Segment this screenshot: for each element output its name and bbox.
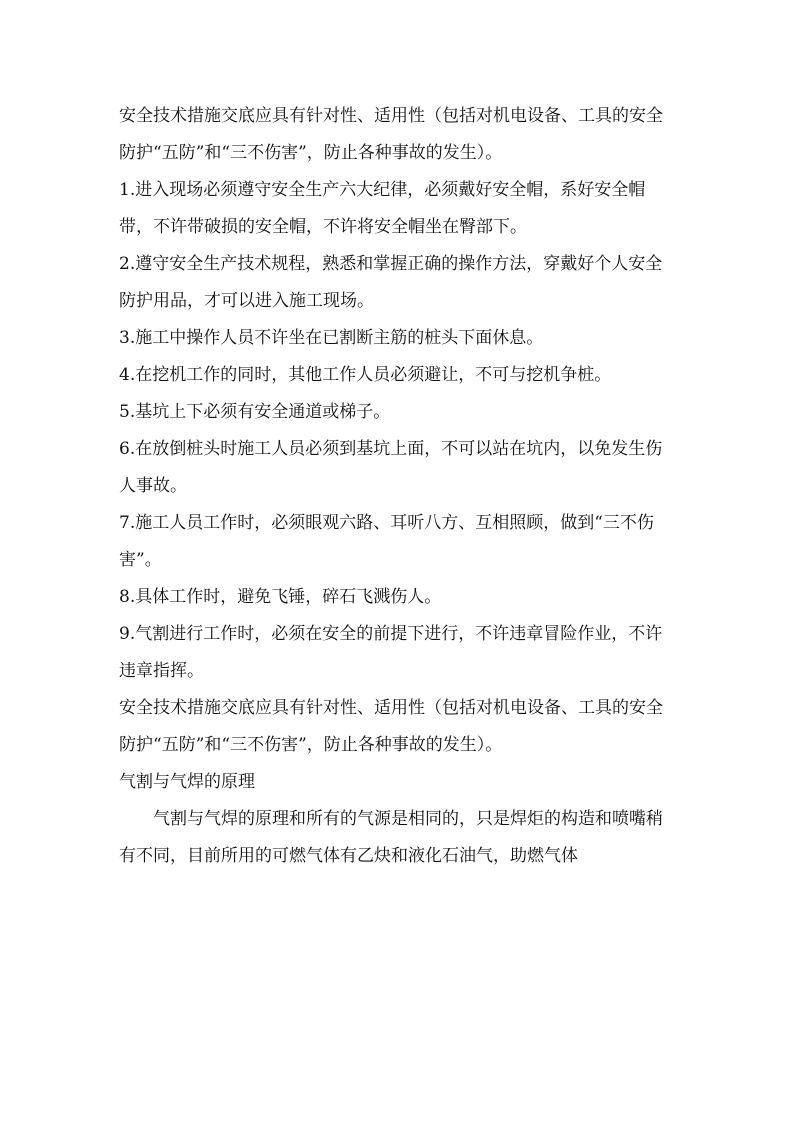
paragraph-item-9: 9.气割进行工作时，必须在安全的前提下进行，不许违章冒险作业，不许违章指挥。	[119, 624, 663, 681]
paragraph-item-4: 4.在挖机工作的同时，其他工作人员必须避让，不可与挖机争桩。	[119, 365, 612, 385]
paragraph-summary: 安全技术措施交底应具有针对性、适用性（包括对机电设备、工具的安全防护“五防”和“三不伤害”，防止各种事故的发生）。	[119, 698, 663, 755]
paragraph-item-3: 3.施工中操作人员不许坐在已割断主筋的桩头下面休息。	[119, 328, 544, 348]
paragraph-item-8: 8.具体工作时，避免飞锤，碎石飞溅伤人。	[119, 587, 442, 607]
section-heading: 气割与气焊的原理	[119, 772, 255, 792]
paragraph-item-1: 1.进入现场必须遵守安全生产六大纪律，必须戴好安全帽，系好安全帽带，不许带破损的安全帽，不许将安全帽坐在臀部下。	[119, 180, 646, 237]
paragraph-item-5: 5.基坑上下必须有安全通道或梯子。	[119, 402, 391, 422]
paragraph-item-6: 6.在放倒桩头时施工人员必须到基坑上面，不可以站在坑内，以免发生伤人事故。	[119, 439, 663, 496]
section-body-paragraph: 气割与气焊的原理和所有的气源是相同的，只是焊炬的构造和喷嘴稍有不同，目前所用的可燃气体有乙炔和液化石油气，助燃气体	[119, 809, 663, 866]
paragraph-intro: 安全技术措施交底应具有针对性、适用性（包括对机电设备、工具的安全防护“五防”和“三不伤害”，防止各种事故的发生）。	[119, 106, 663, 163]
document-body	[119, 98, 679, 875]
paragraph-item-7: 7.施工人员工作时，必须眼观六路、耳听八方、互相照顾，做到“三不伤害”。	[119, 513, 654, 570]
paragraph-item-2: 2.遵守安全生产技术规程，熟悉和掌握正确的操作方法，穿戴好个人安全防护用品，才可以进入施工现场。	[119, 254, 663, 311]
